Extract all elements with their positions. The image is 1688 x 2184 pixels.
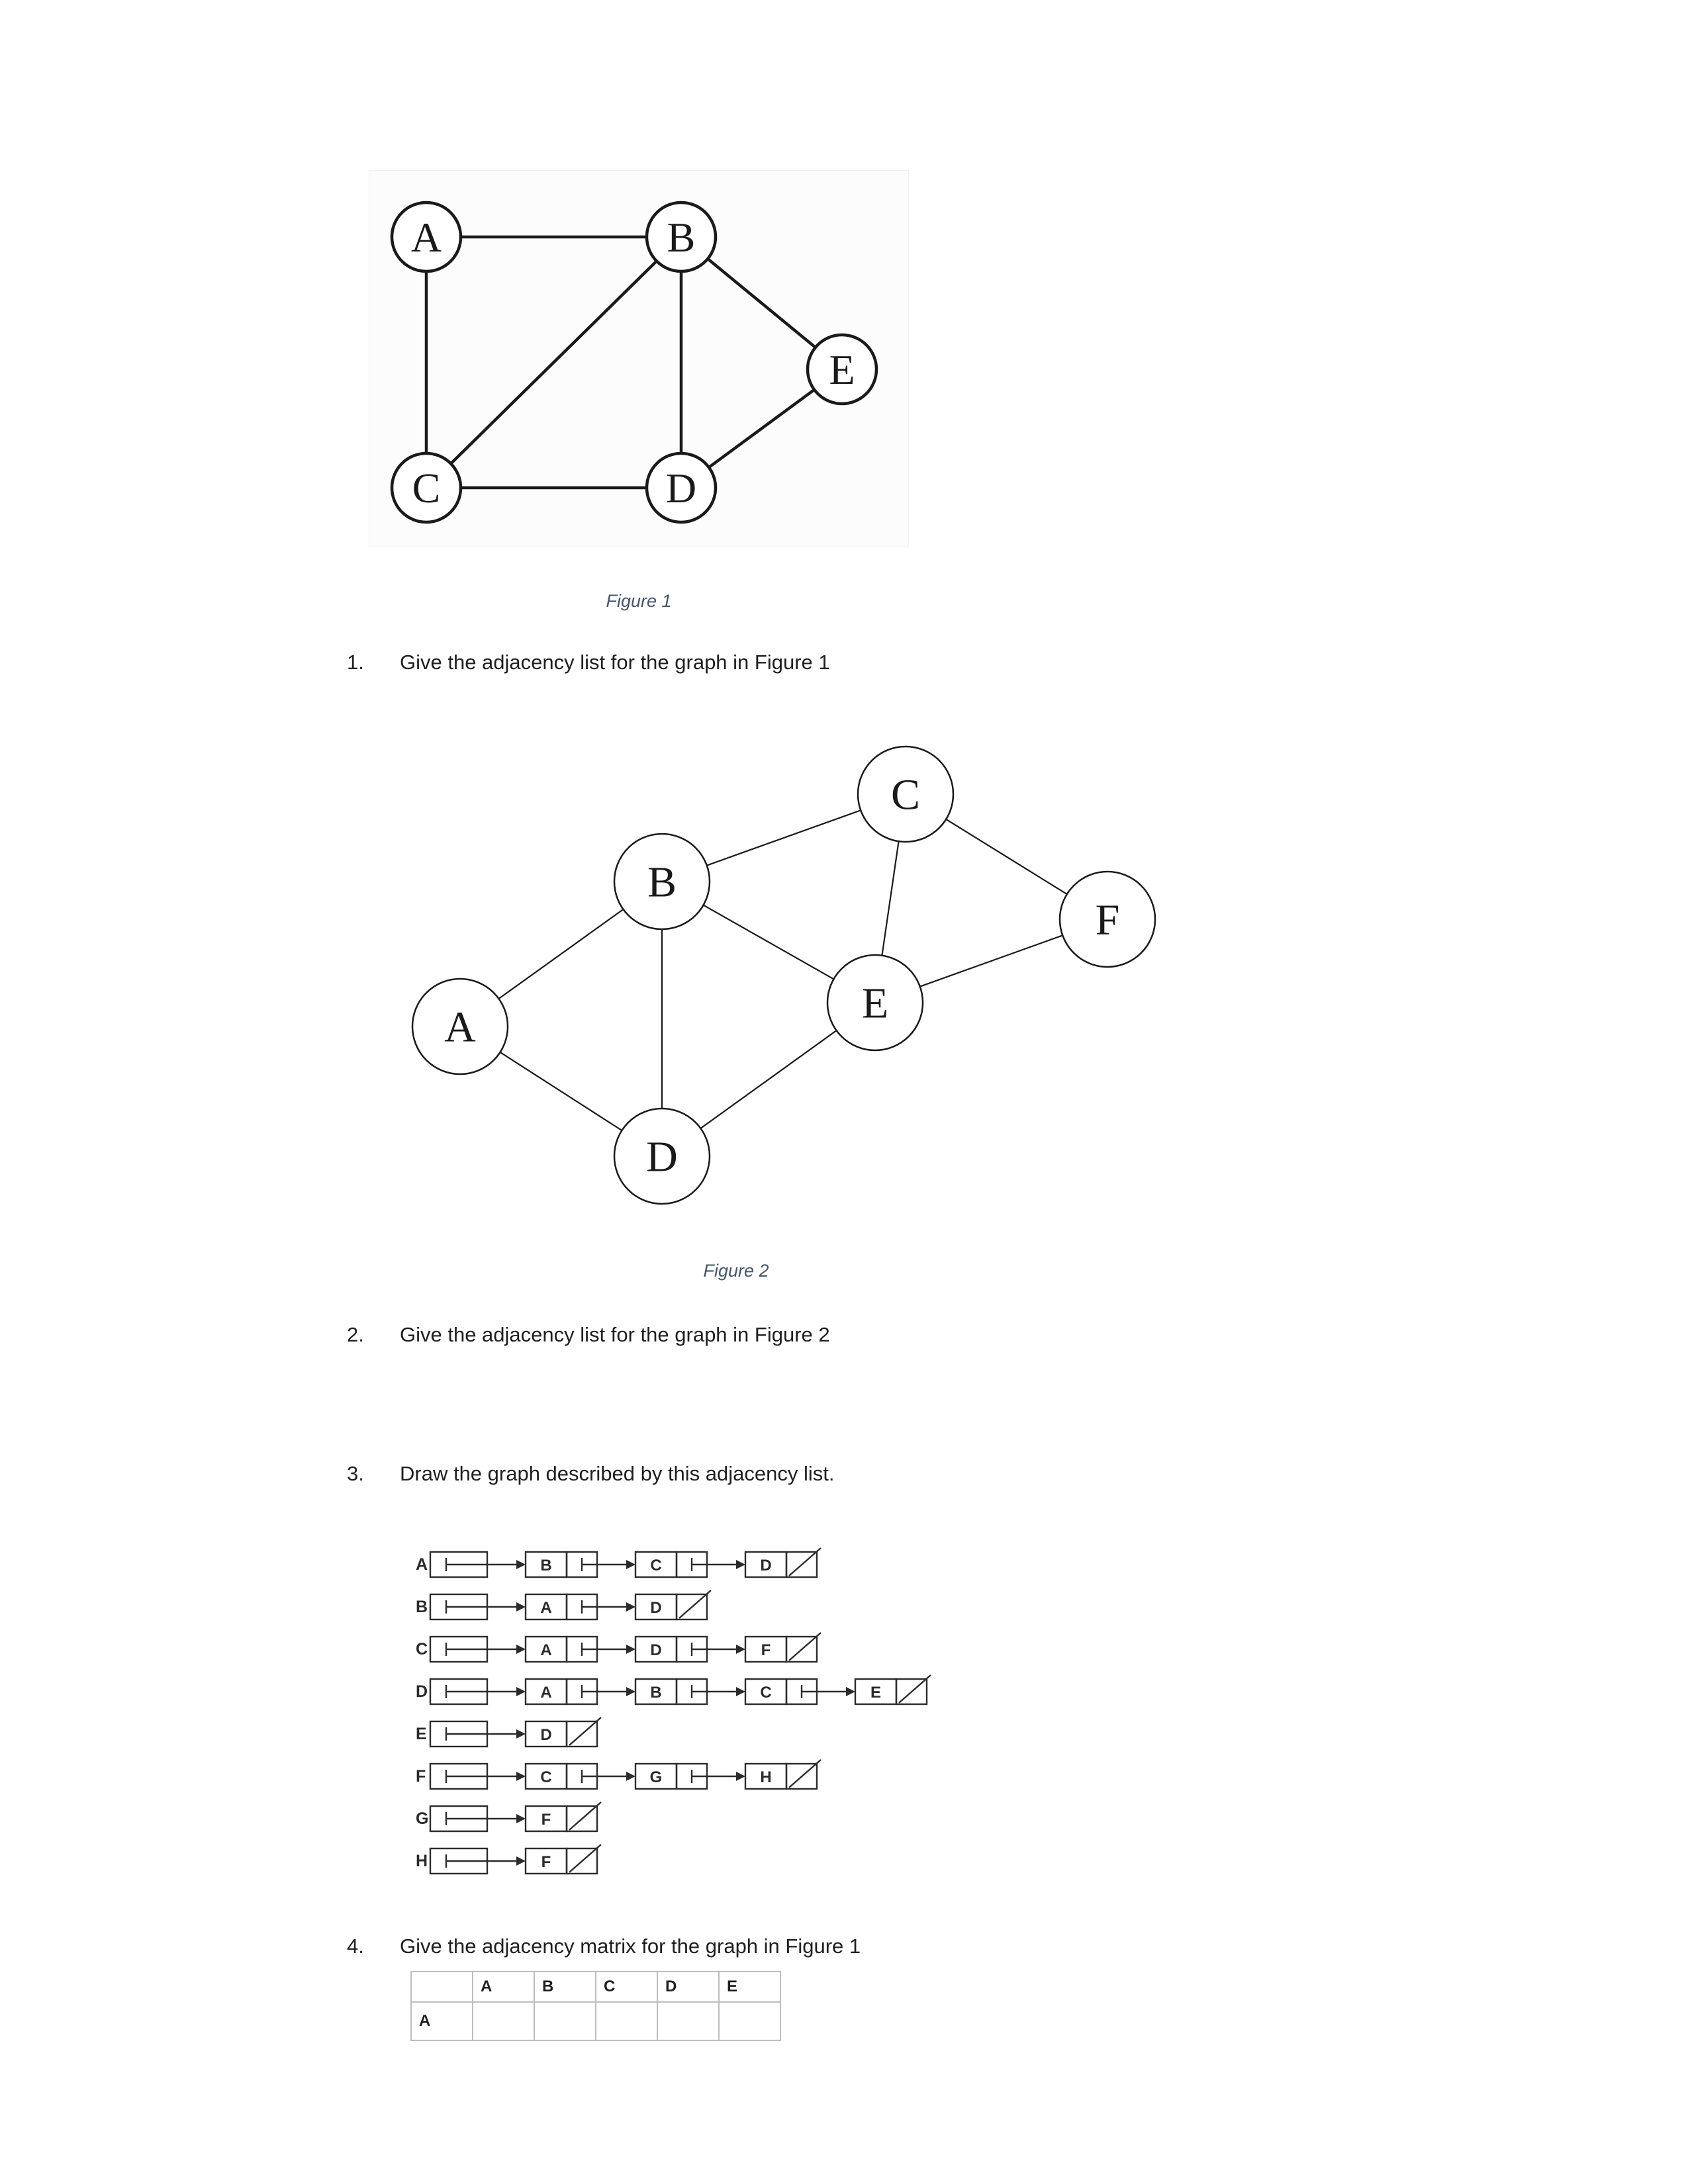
arrow-head-icon (626, 1772, 635, 1781)
question-3-number: 3. (347, 1462, 364, 1485)
question-1 (347, 650, 830, 676)
node-data-label: C (540, 1768, 552, 1786)
graph-node-label-D: D (665, 464, 697, 512)
adjacency-row-label-C: C (416, 1640, 428, 1659)
node-data-label: C (650, 1557, 662, 1574)
graph-node-label-F: F (1095, 895, 1120, 944)
node-data-label: D (760, 1557, 772, 1574)
matrix-col-header-C: C (596, 1972, 657, 2002)
adjacency-row-F (410, 1755, 1205, 1797)
node-data-label: A (540, 1641, 552, 1659)
question-3 (347, 1461, 835, 1487)
adjacency-row-label-E: E (416, 1725, 427, 1743)
matrix-cell (473, 2002, 534, 2040)
matrix-cell (534, 2002, 596, 2040)
figure2-caption: Figure 2 (703, 1261, 769, 1281)
matrix-row-A (411, 2002, 780, 2040)
matrix-col-header-A: A (473, 1972, 534, 2002)
matrix-corner-cell (411, 1972, 473, 2002)
graph-node-label-E: E (829, 345, 855, 393)
graph-edge-B-C (426, 237, 681, 488)
matrix-col-header-D: D (657, 1972, 719, 2002)
matrix-cell (657, 2002, 719, 2040)
node-data-label: A (540, 1684, 552, 1702)
arrow-head-icon (736, 1560, 745, 1569)
arrow-head-icon (516, 1856, 526, 1866)
arrow-head-icon (736, 1645, 745, 1654)
arrow-head-icon (516, 1687, 526, 1696)
adjacency-row-label-H: H (416, 1852, 428, 1870)
adjacency-row-G (410, 1797, 1205, 1840)
node-data-label: B (540, 1557, 552, 1574)
adjacency-row-label-F: F (416, 1767, 426, 1786)
question-1-text: Give the adjacency list for the graph in Figure 1 (400, 651, 830, 674)
node-data-label: E (870, 1684, 882, 1702)
arrow-head-icon (626, 1602, 635, 1612)
matrix-cell (596, 2002, 657, 2040)
node-data-label: D (540, 1726, 552, 1744)
question-4-text: Give the adjacency matrix for the graph in Figure 1 (400, 1934, 861, 1958)
adjacency-row-label-B: B (416, 1598, 428, 1616)
question-2-text: Give the adjacency list for the graph in Figure 2 (400, 1323, 830, 1346)
graph-node-label-C: C (412, 464, 441, 512)
question-4 (347, 1934, 861, 1960)
graph-node-label-D: D (646, 1132, 678, 1181)
arrow-head-icon (516, 1645, 526, 1654)
adjacency-row-label-A: A (416, 1555, 428, 1574)
graph-node-label-E: E (861, 979, 889, 1028)
adjacency-matrix-table (410, 1971, 781, 2041)
graph-node-label-B: B (647, 858, 677, 907)
figure1-container (369, 171, 908, 547)
arrow-head-icon (516, 1772, 526, 1781)
adjacency-row-D (410, 1670, 1205, 1713)
adjacency-row-H (410, 1840, 1205, 1882)
adjacency-row-A (410, 1543, 1205, 1586)
graph-node-label-A: A (410, 213, 442, 261)
matrix-col-header-E: E (719, 1972, 780, 2002)
question-2-number: 2. (347, 1323, 364, 1346)
arrow-head-icon (626, 1687, 635, 1696)
arrow-head-icon (626, 1560, 635, 1569)
node-data-label: F (761, 1641, 771, 1659)
adjacency-list-diagram (410, 1543, 1205, 1882)
question-1-number: 1. (347, 651, 364, 674)
node-data-label: B (650, 1684, 662, 1702)
matrix-row-header-A: A (411, 2002, 473, 2040)
graph-node-label-C: C (890, 770, 921, 819)
adjacency-row-C (410, 1628, 1205, 1670)
node-data-label: G (649, 1768, 663, 1786)
node-data-label: D (650, 1641, 662, 1659)
adjacency-row-B (410, 1586, 1205, 1628)
figure2-container (397, 715, 1178, 1239)
graph-node-label-A: A (444, 1003, 476, 1052)
figure1-graph (369, 171, 908, 547)
question-4-number: 4. (347, 1934, 364, 1958)
matrix-cell (719, 2002, 780, 2040)
adjacency-row-label-G: G (416, 1809, 429, 1828)
adjacency-row-E (410, 1713, 1205, 1755)
arrow-head-icon (516, 1602, 526, 1612)
matrix-col-header-B: B (534, 1972, 596, 2002)
matrix-header-row (411, 1972, 780, 2002)
figure2-graph (397, 715, 1178, 1239)
node-data-label: A (540, 1599, 552, 1617)
arrow-head-icon (516, 1729, 526, 1739)
node-data-label: C (760, 1684, 772, 1702)
question-2 (347, 1322, 830, 1348)
node-data-label: F (541, 1853, 551, 1871)
arrow-head-icon (516, 1560, 526, 1569)
node-data-label: F (541, 1811, 551, 1829)
arrow-head-icon (846, 1687, 855, 1696)
figure1-caption: Figure 1 (606, 591, 672, 611)
graph-node-label-B: B (667, 213, 696, 261)
arrow-head-icon (626, 1645, 635, 1654)
node-data-label: H (760, 1768, 772, 1786)
arrow-head-icon (736, 1772, 745, 1781)
arrow-head-icon (736, 1687, 745, 1696)
node-data-label: D (650, 1599, 662, 1617)
arrow-head-icon (516, 1814, 526, 1823)
adjacency-row-label-D: D (416, 1682, 428, 1701)
question-3-text: Draw the graph described by this adjacency list. (400, 1462, 835, 1485)
